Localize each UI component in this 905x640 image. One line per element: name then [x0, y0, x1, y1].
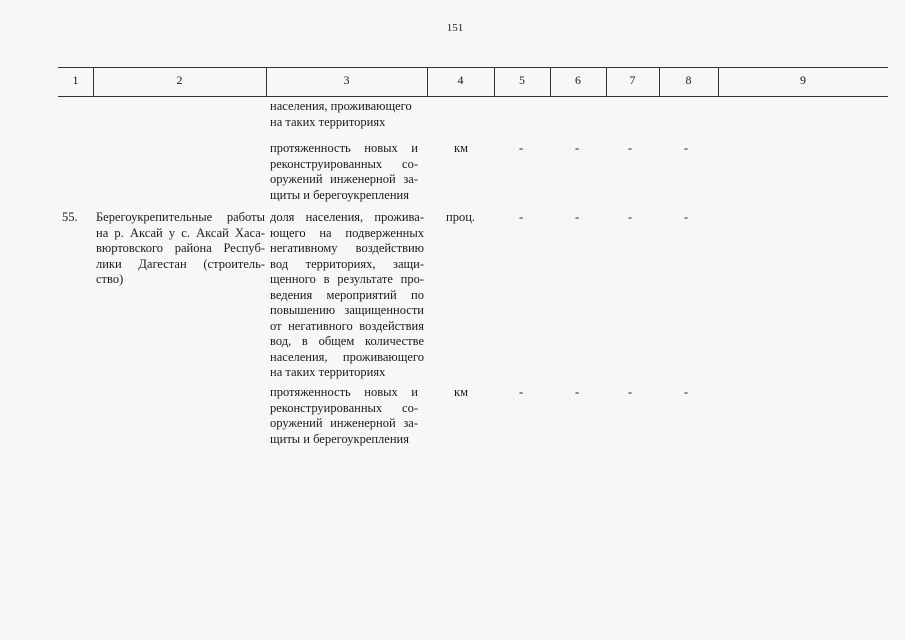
value-cell: -: [519, 385, 524, 399]
row-number: 55.: [62, 210, 78, 224]
indicator-text: протяженность новых и реконструированных со-оружений инженерной за-щиты и берегоукрепления: [270, 385, 418, 446]
column-header: 6: [575, 73, 581, 87]
value-cell: -: [684, 141, 689, 155]
value-cell: -: [575, 385, 580, 399]
indicator-text: населения, проживающего на таких территориях: [270, 99, 412, 129]
column-header: 2: [176, 73, 183, 87]
header-top-rule: [58, 67, 888, 68]
column-header: 1: [72, 73, 79, 87]
value-cell: -: [684, 385, 689, 399]
page-number: 151: [446, 22, 464, 34]
value-cell: -: [628, 210, 633, 224]
indicator-text: протяженность новых и реконструированных со-оружений инженерной за-щиты и берегоукрепления: [270, 141, 418, 202]
header-bottom-rule: [58, 96, 888, 97]
column-header: 7: [629, 73, 636, 87]
value-cell: -: [575, 210, 580, 224]
unit-cell: км: [454, 141, 468, 155]
value-cell: -: [628, 385, 633, 399]
project-name: Берегоукрепительные работы на р. Аксай у с. Аксай Хаса-вюртовского района Респуб-лики Дагестан (строитель-ство): [96, 210, 265, 286]
column-header: 3: [343, 73, 350, 87]
column-header: 4: [457, 73, 464, 87]
column-header: 8: [685, 73, 692, 87]
column-header: 9: [800, 73, 806, 87]
value-cell: -: [628, 141, 633, 155]
indicator-text: доля населения, прожива-ющего на подверженных негативному воздействию вод территориях, защи-щенного в результате про-ведения мероприятий по повышению защищенности от негативного воздействия вод, в общем количестве населения, проживающего на таких территориях: [270, 210, 424, 379]
unit-cell: проц.: [446, 210, 476, 224]
value-cell: -: [519, 210, 524, 224]
value-cell: -: [575, 141, 580, 155]
unit-cell: км: [454, 385, 468, 399]
column-header: 5: [519, 73, 525, 87]
value-cell: -: [519, 141, 524, 155]
value-cell: -: [684, 210, 689, 224]
